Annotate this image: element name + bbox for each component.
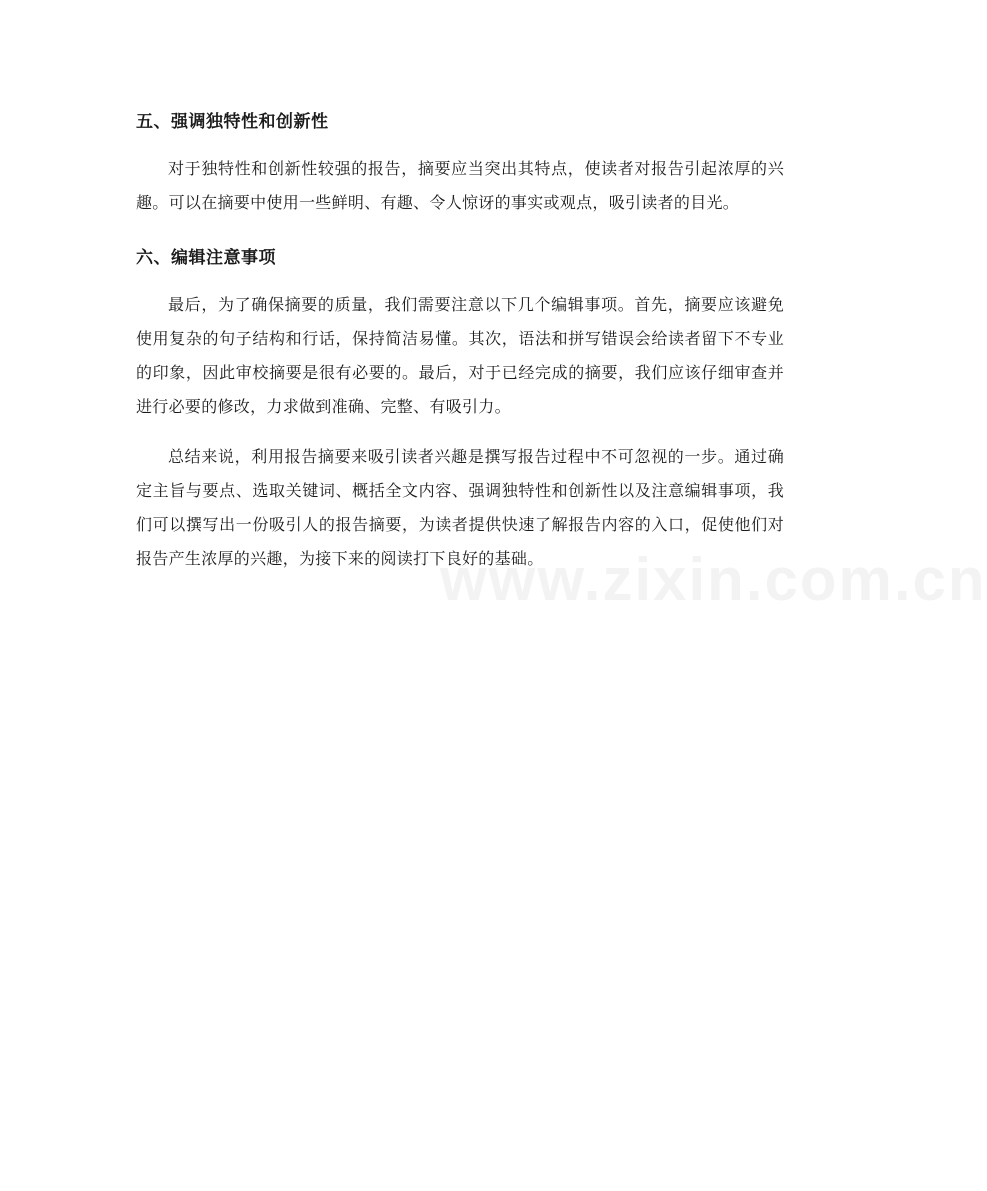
document-body [136, 108, 784, 592]
section-heading-6: 六、编辑注意事项 [136, 248, 276, 268]
section-gap [136, 236, 784, 244]
conclusion-paragraph: 总结来说，利用报告摘要来吸引读者兴趣是撰写报告过程中不可忽视的一步。通过确定主旨与要点、选取关键词、概括全文内容、强调独特性和创新性以及注意编辑事项，我们可以撰写出一份吸引人的报告摘要，为读者提供快速了解报告内容的入口，促使他们对报告产生浓厚的兴趣，为接下来的阅读打下良好的基础。 [136, 447, 784, 568]
section-6-paragraph-1: 最后，为了确保摘要的质量，我们需要注意以下几个编辑事项。首先，摘要应该避免使用复杂的句子结构和行话，保持简洁易懂。其次，语法和拼写错误会给读者留下不专业的印象，因此审校摘要是很有必要的。最后，对于已经完成的摘要，我们应该仔细审查并进行必要的修改，力求做到准确、完整、有吸引力。 [136, 295, 784, 416]
section-5-paragraph-1: 对于独特性和创新性较强的报告，摘要应当突出其特点，使读者对报告引起浓厚的兴趣。可以在摘要中使用一些鲜明、有趣、令人惊讶的事实或观点，吸引读者的目光。 [136, 159, 784, 212]
watermark: www.zixin.com.cn [440, 546, 987, 613]
section-heading-5: 五、强调独特性和创新性 [136, 112, 329, 132]
